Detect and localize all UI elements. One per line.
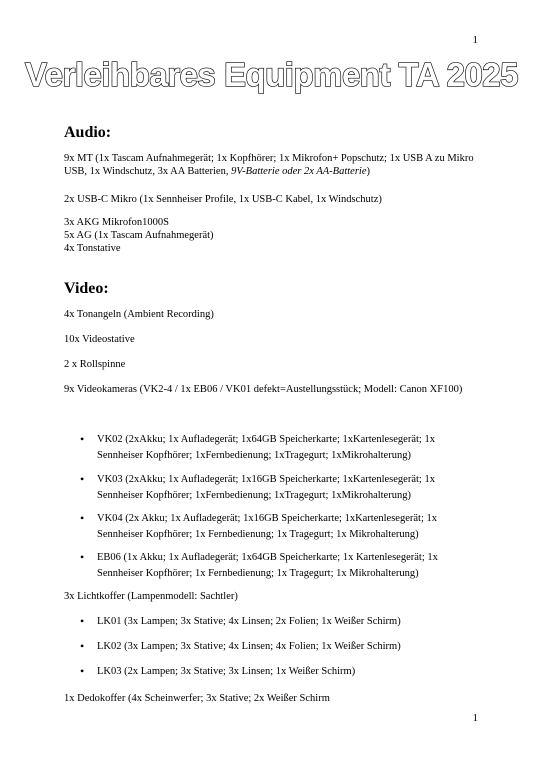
camera-item-eb06: EB06 (1x Akku; 1x Aufladegerät; 1x64GB Speicherkarte; 1x Kartenlesegerät; 1x Sennheiser Kopfhörer; 1x Fernbedienung; 1x Tragegurt; 1x Mikrohalterung) <box>97 552 438 579</box>
video-paragraph-rollspinne: 2 x Rollspinne <box>64 359 126 370</box>
audio-paragraph-usbc: 2x USB-C Mikro (1x Sennheiser Profile, 1x USB-C Kabel, 1x Windschutz) <box>64 194 382 205</box>
audio-heading: Audio: <box>64 124 112 141</box>
video-paragraph-tonangeln: 4x Tonangeln (Ambient Recording) <box>64 309 214 320</box>
audio-line: 4x Tonstative <box>64 243 121 254</box>
title-container <box>0 56 543 94</box>
audio-paragraph-mt <box>64 152 494 178</box>
camera-item-vk03: VK03 (2xAkku; 1x Aufladegerät; 1x16GB Speicherkarte; 1xKartenlesegerät; 1x Sennheiser Kopfhörer; 1xFernbedienung; 1xTragegurt; 1xMikrohalterung) <box>97 474 435 501</box>
bullet-icon: • <box>80 639 85 653</box>
bullet-icon: • <box>80 511 85 525</box>
audio-paragraph-list <box>64 216 494 255</box>
audio-mt-text: 9x MT (1x Tascam Aufnahmegerät; 1x Kopfhörer; 1x Mikrofon+ Popschutz; 1x USB A zu Mikro USB, 1x Windschutz, 3x AA Batterien, <box>64 153 474 177</box>
light-item-lk02: LK02 (3x Lampen; 3x Stative; 4x Linsen; 4x Folien; 1x Weißer Schirm) <box>97 641 401 652</box>
video-paragraph-dedokoffer: 1x Dedokoffer (4x Scheinwerfer; 3x Stative; 2x Weißer Schirm <box>64 693 330 704</box>
light-item-lk01: LK01 (3x Lampen; 3x Stative; 4x Linsen; 2x Folien; 1x Weißer Schirm) <box>97 616 401 627</box>
page-number-bottom: 1 <box>472 712 478 724</box>
bullet-icon: • <box>80 472 85 486</box>
bullet-icon: • <box>80 614 85 628</box>
video-paragraph-kameras: 9x Videokameras (VK2-4 / 1x EB06 / VK01 defekt=Austellungsstück; Modell: Canon XF100) <box>64 384 463 395</box>
audio-line: 5x AG (1x Tascam Aufnahmegerät) <box>64 230 214 241</box>
video-paragraph-stative: 10x Videostative <box>64 334 135 345</box>
page-number-top: 1 <box>472 34 478 46</box>
camera-item-vk02: VK02 (2xAkku; 1x Aufladegerät; 1x64GB Speicherkarte; 1xKartenlesegerät; 1x Sennheiser Kopfhörer; 1xFernbedienung; 1xTragegurt; 1xMikrohalterung) <box>97 434 435 461</box>
bullet-icon: • <box>80 664 85 678</box>
bullet-icon: • <box>80 432 85 446</box>
camera-item-vk04: VK04 (2x Akku; 1x Aufladegerät; 1x16GB Speicherkarte; 1xKartenlesegerät; 1x Sennheiser Kopfhörer; 1x Fernbedienung; 1x Tragegurt; 1x Mikrohalterung) <box>97 513 437 540</box>
video-heading: Video: <box>64 280 109 297</box>
light-item-lk03: LK03 (2x Lampen; 3x Stative; 3x Linsen; 1x Weißer Schirm) <box>97 666 356 677</box>
video-paragraph-lichtkoffer: 3x Lichtkoffer (Lampenmodell: Sachtler) <box>64 591 238 602</box>
audio-mt-end: ) <box>366 166 370 177</box>
audio-mt-italic: 9V-Batterie oder 2x AA-Batterie <box>231 166 367 177</box>
audio-line: 3x AKG Mikrofon1000S <box>64 217 170 228</box>
document-title: Verleihbares Equipment TA 2025 <box>24 56 519 93</box>
bullet-icon: • <box>80 550 85 564</box>
